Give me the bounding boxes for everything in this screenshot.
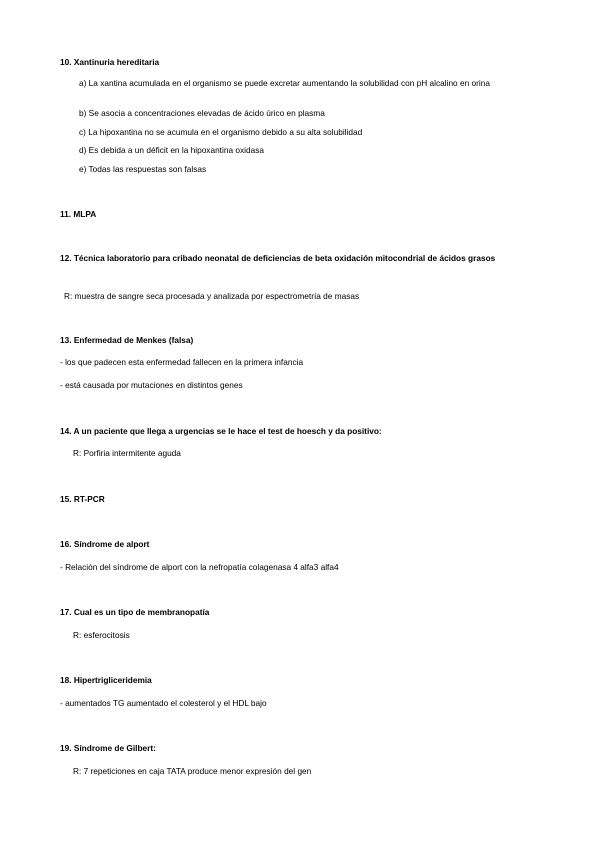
question-14-answer: R: Porfiria intermitente aguda	[73, 448, 181, 458]
question-19-answer: R: 7 repeticiones en caja TATA produce menor expresión del gen	[73, 766, 312, 776]
question-18-point: - aumentados TG aumentado el colesterol y el HDL bajo	[60, 698, 267, 708]
question-12-answer: R: muestra de sangre seca procesada y analizada por espectrometría de masas	[64, 291, 360, 301]
question-16-title: 16. Síndrome de alport	[60, 539, 150, 549]
question-10-title: 10. Xantinuria hereditaria	[60, 57, 160, 67]
question-10-option-b: b) Se asocia a concentraciones elevadas de ácido úrico en plasma	[79, 108, 325, 118]
question-11-title: 11. MLPA	[60, 209, 97, 219]
question-13-point-1: - los que padecen esta enfermedad fallecen en la primera infancia	[60, 357, 304, 367]
question-10-option-a: a) La xantina acumulada en el organismo se puede excretar aumentando la solubilidad con pH alcalino en orina	[79, 78, 490, 88]
question-15-title: 15. RT-PCR	[60, 494, 105, 504]
question-13-point-2: - está causada por mutaciones en distintos genes	[60, 380, 243, 390]
question-17-title: 17. Cual es un tipo de membranopatía	[60, 607, 210, 617]
question-17-answer: R: esferocitosis	[73, 630, 130, 640]
question-19-title: 19. Síndrome de Gilbert:	[60, 743, 156, 753]
question-12-title: 12. Técnica laboratorio para cribado neonatal de deficiencias de beta oxidación mitocondrial de ácidos grasos	[60, 253, 496, 263]
question-10-option-d: d) Es debida a un déficit en la hipoxantina oxidasa	[79, 145, 264, 155]
question-13-title: 13. Enfermedad de Menkes (falsa)	[60, 335, 194, 345]
question-10-option-c: c) La hipoxantina no se acumula en el organismo debido a su alta solubilidad	[79, 127, 363, 137]
question-18-title: 18. Hipertrigliceridemia	[60, 675, 152, 685]
question-10-option-e: e) Todas las respuestas son falsas	[79, 164, 207, 174]
question-14-title: 14. A un paciente que llega a urgencias se le hace el test de hoesch y da positivo:	[60, 426, 382, 436]
question-16-point: - Relación del síndrome de alport con la nefropatía colagenasa 4 alfa3 alfa4	[60, 562, 339, 572]
